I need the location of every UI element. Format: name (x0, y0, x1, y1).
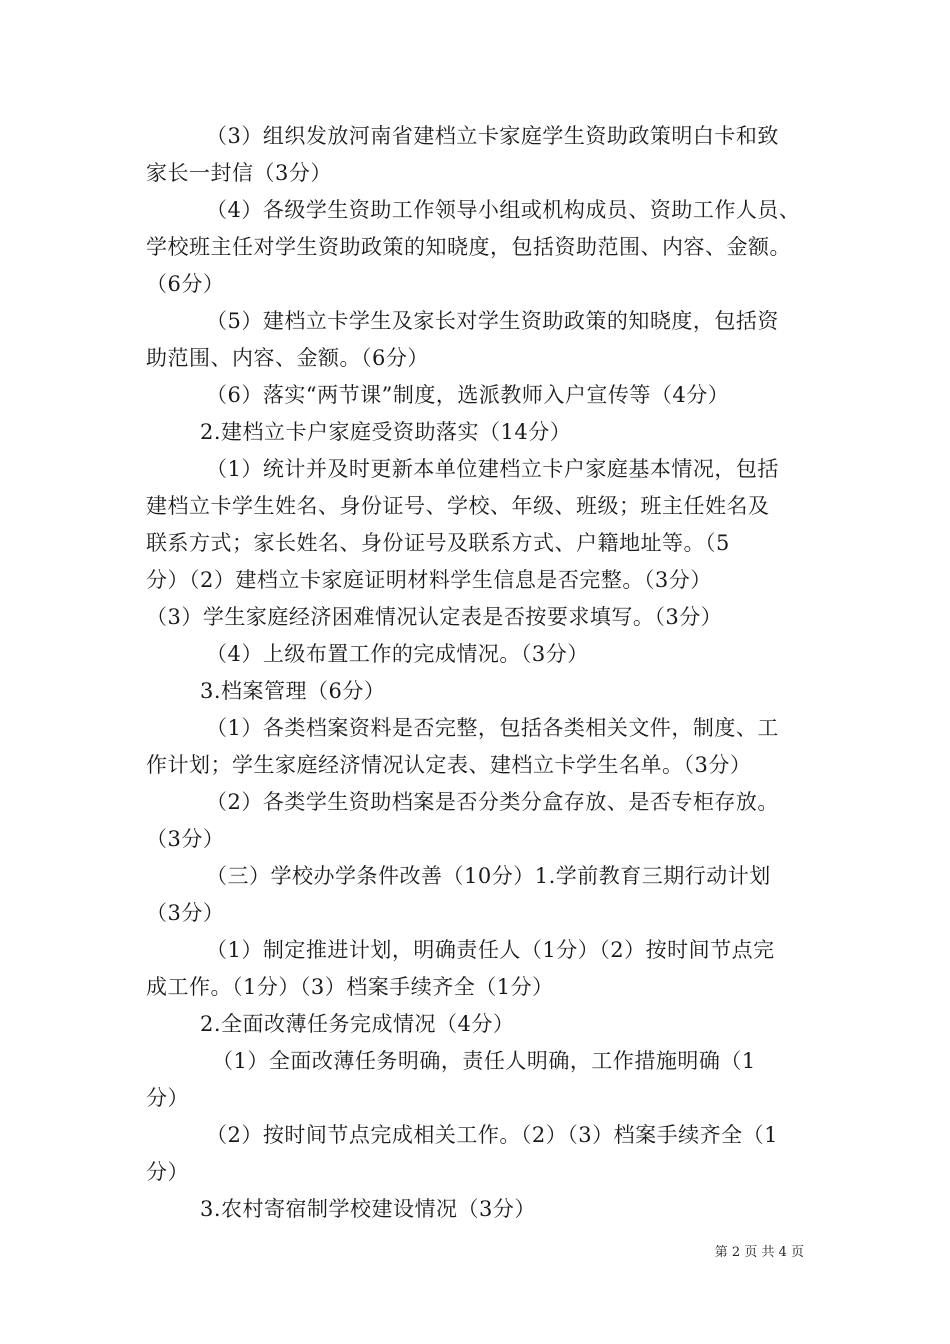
text-line: （4）各级学生资助工作领导小组或机构成员、资助工作人员、 (206, 198, 801, 222)
section-heading: 3.农村寄宿制学校建设情况（3分） (200, 1197, 536, 1221)
section-heading: 2.全面改薄任务完成情况（4分） (200, 1012, 515, 1036)
text-line: （6）落实“两节课”制度，选派教师入户宣传等（4分） (206, 383, 730, 407)
text-line: （5）建档立卡学生及家长对学生资助政策的知晓度，包括资 (206, 309, 779, 333)
text-line: （3分） (146, 827, 225, 851)
text-line: 作计划；学生家庭经济情况认定表、建档立卡学生名单。（3分） (146, 753, 752, 777)
text-line: （3）学生家庭经济困难情况认定表是否按要求填写。（3分） (146, 605, 723, 629)
text-line: 联系方式；家长姓名、身份证号及联系方式、户籍地址等。（5 (146, 531, 730, 555)
text-line: 家长一封信（3分） (146, 161, 332, 185)
text-line: 分） (146, 1086, 189, 1110)
text-line: （2）各类学生资助档案是否分类分盒存放、是否专柜存放。 (206, 790, 779, 814)
text-line: 建档立卡学生姓名、身份证号、学校、年级、班级；班主任姓名及 (146, 494, 770, 518)
page-number: 第 2 页 共 4 页 (714, 1245, 804, 1260)
section-heading: 3.档案管理（6分） (200, 679, 386, 703)
text-line: （3）组织发放河南省建档立卡家庭学生资助政策明白卡和致 (206, 124, 779, 148)
text-line: （1）各类档案资料是否完整，包括各类相关文件，制度、工 (206, 716, 779, 740)
text-line: （1）制定推进计划，明确责任人（1分）（2）按时间节点完 (206, 938, 775, 962)
section-heading: 2.建档立卡户家庭受资助落实（14分） (200, 420, 572, 444)
text-line: （6分） (146, 272, 225, 296)
section-heading: （三）学校办学条件改善（10分）1.学前教育三期行动计划 (206, 864, 771, 888)
text-line: （3分） (146, 901, 225, 925)
text-line: （4）上级布置工作的完成情况。（3分） (206, 642, 589, 666)
text-line: 成工作。（1分）（3）档案手续齐全（1分） (146, 975, 554, 999)
text-line: 学校班主任对学生资助政策的知晓度，包括资助范围、内容、金额。 (146, 235, 791, 259)
text-line: （1）全面改薄任务明确，责任人明确，工作措施明确（1 (212, 1049, 756, 1073)
text-line: （2）按时间节点完成相关工作。（2）（3）档案手续齐全（1 (206, 1123, 778, 1147)
text-line: （1）统计并及时更新本单位建档立卡户家庭基本情况，包括 (206, 457, 779, 481)
text-line: 分） (146, 1160, 189, 1184)
text-line: 助范围、内容、金额。（6分） (146, 346, 429, 370)
text-line: 分）（2）建档立卡家庭证明材料学生信息是否完整。（3分） (146, 568, 712, 592)
